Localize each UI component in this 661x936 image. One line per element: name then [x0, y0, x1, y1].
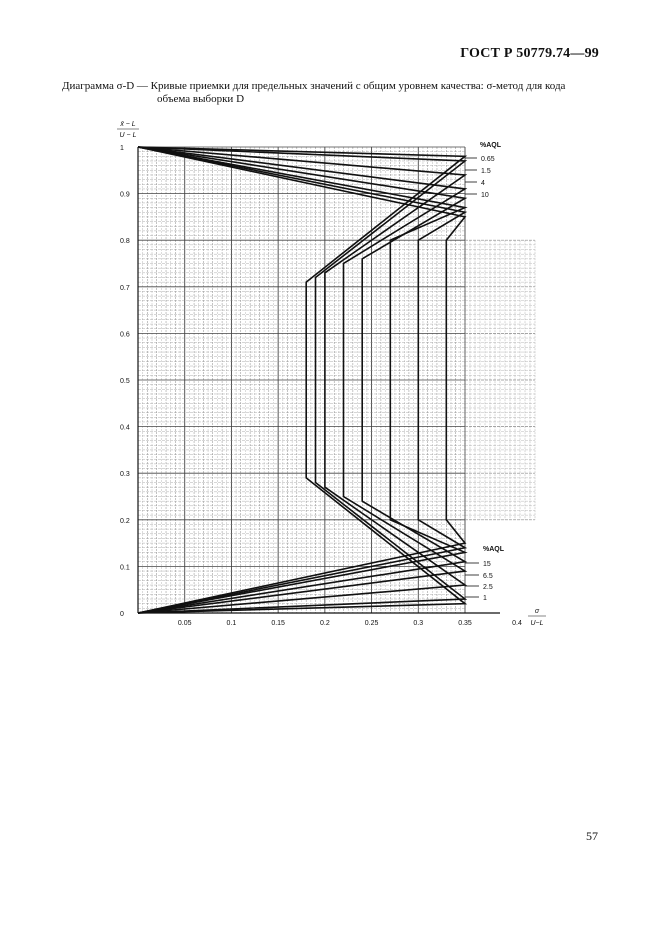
x-axis-label-numerator: σ: [534, 608, 540, 615]
y-tick-label: 0.9: [120, 191, 130, 199]
y-tick-label: 0.6: [120, 331, 130, 339]
y-axis-label-numerator: x̄ − L: [120, 121, 136, 128]
x-tick-label: 0.1: [226, 620, 237, 627]
y-axis-label-denominator: U − L: [119, 132, 137, 139]
x-tick-label: 0.35: [458, 620, 472, 627]
lower-legend-label: 2.5: [483, 584, 493, 591]
x-tick-label: 0.4: [512, 620, 522, 627]
chart-legends: [465, 142, 505, 602]
lower-legend-label: 6.5: [483, 573, 493, 580]
x-tick-label: 0.05: [177, 620, 192, 627]
y-tick-label: 0.2: [120, 517, 130, 525]
y-tick-label: 0.7: [120, 284, 130, 292]
lower-legend-label: 15: [483, 561, 491, 568]
y-tick-label: 0.1: [120, 564, 130, 572]
upper-legend-label: 4: [481, 180, 485, 187]
lower-legend-label: 1: [483, 595, 487, 602]
y-tick-label: 0: [120, 611, 124, 618]
y-tick-label: 0.4: [120, 424, 130, 432]
upper-legend-label: 10: [481, 192, 489, 199]
y-tick-label: 1: [120, 145, 124, 152]
x-tick-label: 0.3: [413, 620, 424, 627]
x-tick-label: 0.25: [364, 620, 379, 627]
upper-legend-label: 1.5: [481, 168, 491, 175]
page-number: 57: [586, 829, 598, 843]
y-tick-label: 0.8: [120, 238, 130, 246]
y-tick-label: 0.3: [120, 471, 130, 479]
upper-legend-title: %AQL: [480, 142, 501, 149]
lower-legend-title: %AQL: [483, 546, 504, 553]
x-tick-label: 0.2: [319, 620, 330, 627]
x-tick-label: 0.15: [271, 620, 285, 627]
chart-grid: [138, 147, 535, 613]
upper-legend-label: 0.65: [481, 156, 495, 163]
document-code: ГОСТ Р 50779.74—99: [460, 46, 599, 61]
y-tick-label: 0.5: [120, 378, 130, 385]
caption-line-1: Диаграмма σ-D — Кривые приемки для предельных значений с общим уровнем качества: σ-метод для кода: [62, 80, 566, 92]
caption-line-2: объема выборки D: [157, 93, 245, 105]
x-axis-label-denominator: U−L: [530, 620, 544, 627]
